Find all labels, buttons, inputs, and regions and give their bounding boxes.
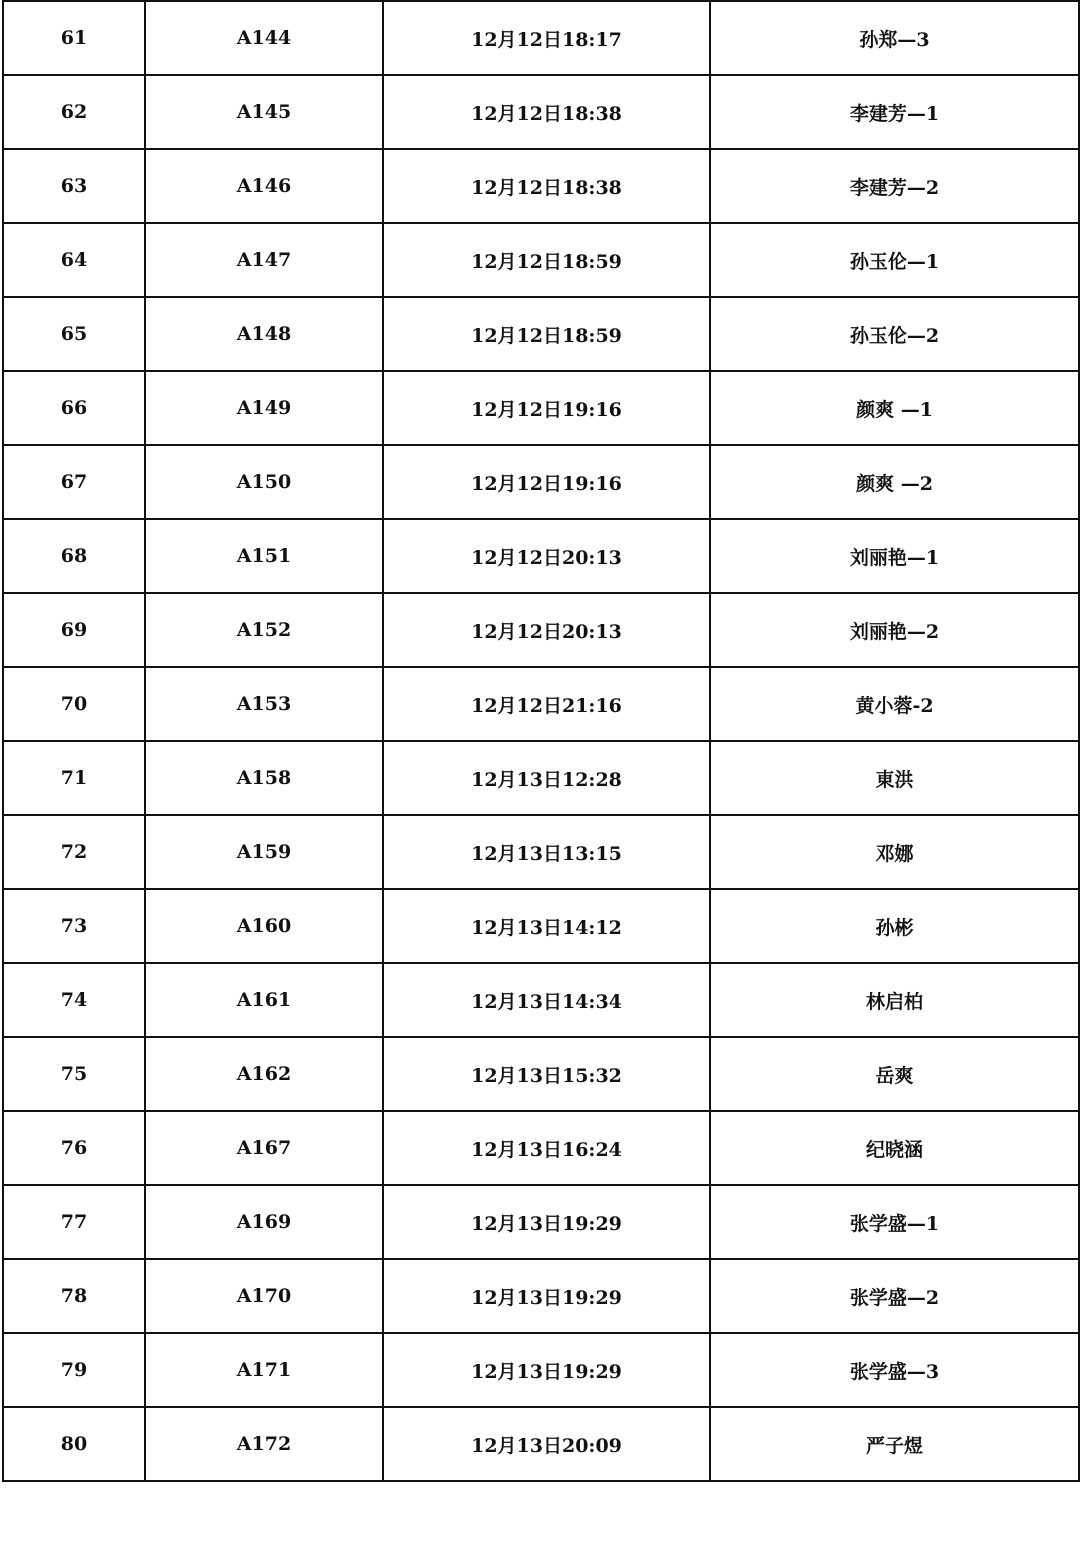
row-number-cell: 68	[3, 519, 145, 593]
code-cell: A145	[145, 75, 383, 149]
table-row	[3, 815, 1079, 889]
name-cell: 黄小蓉-2	[710, 667, 1079, 741]
code-cell: A152	[145, 593, 383, 667]
time-cell: 12月13日14:12	[383, 889, 710, 963]
row-number-cell: 72	[3, 815, 145, 889]
row-number-cell: 75	[3, 1037, 145, 1111]
code-cell: A161	[145, 963, 383, 1037]
row-number-cell: 76	[3, 1111, 145, 1185]
time-cell: 12月13日19:29	[383, 1333, 710, 1407]
name-cell: 孙玉伦—1	[710, 223, 1079, 297]
time-cell: 12月12日18:17	[383, 1, 710, 75]
time-cell: 12月13日12:28	[383, 741, 710, 815]
table-row	[3, 149, 1079, 223]
code-cell: A170	[145, 1259, 383, 1333]
name-cell: 孙彬	[710, 889, 1079, 963]
name-cell: 刘丽艳—2	[710, 593, 1079, 667]
time-cell: 12月12日18:38	[383, 75, 710, 149]
code-cell: A172	[145, 1407, 383, 1481]
row-number-cell: 77	[3, 1185, 145, 1259]
name-cell: 纪晓涵	[710, 1111, 1079, 1185]
time-cell: 12月12日19:16	[383, 445, 710, 519]
row-number-cell: 65	[3, 297, 145, 371]
row-number-cell: 62	[3, 75, 145, 149]
name-cell: 张学盛—1	[710, 1185, 1079, 1259]
name-cell: 颜爽 —1	[710, 371, 1079, 445]
code-cell: A158	[145, 741, 383, 815]
code-cell: A153	[145, 667, 383, 741]
code-cell: A159	[145, 815, 383, 889]
time-cell: 12月12日20:13	[383, 519, 710, 593]
table-row	[3, 1037, 1079, 1111]
time-cell: 12月13日16:24	[383, 1111, 710, 1185]
table-row	[3, 593, 1079, 667]
table-row	[3, 1407, 1079, 1481]
time-cell: 12月12日18:38	[383, 149, 710, 223]
table-row	[3, 371, 1079, 445]
records-body	[3, 1, 1079, 1481]
time-cell: 12月12日18:59	[383, 297, 710, 371]
table-row	[3, 519, 1079, 593]
row-number-cell: 67	[3, 445, 145, 519]
code-cell: A150	[145, 445, 383, 519]
time-cell: 12月12日18:59	[383, 223, 710, 297]
code-cell: A162	[145, 1037, 383, 1111]
name-cell: 孙玉伦—2	[710, 297, 1079, 371]
table-row	[3, 1333, 1079, 1407]
table-row	[3, 667, 1079, 741]
table-row	[3, 963, 1079, 1037]
table-row	[3, 223, 1079, 297]
name-cell: 颜爽 —2	[710, 445, 1079, 519]
time-cell: 12月13日13:15	[383, 815, 710, 889]
time-cell: 12月12日20:13	[383, 593, 710, 667]
name-cell: 邓娜	[710, 815, 1079, 889]
row-number-cell: 73	[3, 889, 145, 963]
row-number-cell: 69	[3, 593, 145, 667]
row-number-cell: 63	[3, 149, 145, 223]
name-cell: 刘丽艳—1	[710, 519, 1079, 593]
code-cell: A147	[145, 223, 383, 297]
code-cell: A149	[145, 371, 383, 445]
code-cell: A160	[145, 889, 383, 963]
table-row	[3, 297, 1079, 371]
name-cell: 李建芳—1	[710, 75, 1079, 149]
records-table	[2, 0, 1080, 1482]
table-row	[3, 1185, 1079, 1259]
table-row	[3, 741, 1079, 815]
table-row	[3, 75, 1079, 149]
time-cell: 12月13日14:34	[383, 963, 710, 1037]
time-cell: 12月13日20:09	[383, 1407, 710, 1481]
code-cell: A171	[145, 1333, 383, 1407]
row-number-cell: 80	[3, 1407, 145, 1481]
name-cell: 严子煜	[710, 1407, 1079, 1481]
name-cell: 孙郑—3	[710, 1, 1079, 75]
row-number-cell: 78	[3, 1259, 145, 1333]
code-cell: A167	[145, 1111, 383, 1185]
row-number-cell: 71	[3, 741, 145, 815]
time-cell: 12月13日19:29	[383, 1259, 710, 1333]
name-cell: 岳爽	[710, 1037, 1079, 1111]
name-cell: 李建芳—2	[710, 149, 1079, 223]
table-row	[3, 889, 1079, 963]
name-cell: 林启柏	[710, 963, 1079, 1037]
row-number-cell: 79	[3, 1333, 145, 1407]
time-cell: 12月12日19:16	[383, 371, 710, 445]
row-number-cell: 66	[3, 371, 145, 445]
time-cell: 12月13日19:29	[383, 1185, 710, 1259]
row-number-cell: 64	[3, 223, 145, 297]
table-row	[3, 1, 1079, 75]
time-cell: 12月13日15:32	[383, 1037, 710, 1111]
code-cell: A169	[145, 1185, 383, 1259]
code-cell: A148	[145, 297, 383, 371]
code-cell: A151	[145, 519, 383, 593]
name-cell: 東洪	[710, 741, 1079, 815]
name-cell: 张学盛—2	[710, 1259, 1079, 1333]
row-number-cell: 70	[3, 667, 145, 741]
row-number-cell: 61	[3, 1, 145, 75]
code-cell: A144	[145, 1, 383, 75]
row-number-cell: 74	[3, 963, 145, 1037]
code-cell: A146	[145, 149, 383, 223]
name-cell: 张学盛—3	[710, 1333, 1079, 1407]
time-cell: 12月12日21:16	[383, 667, 710, 741]
table-row	[3, 445, 1079, 519]
table-row	[3, 1259, 1079, 1333]
table-row	[3, 1111, 1079, 1185]
